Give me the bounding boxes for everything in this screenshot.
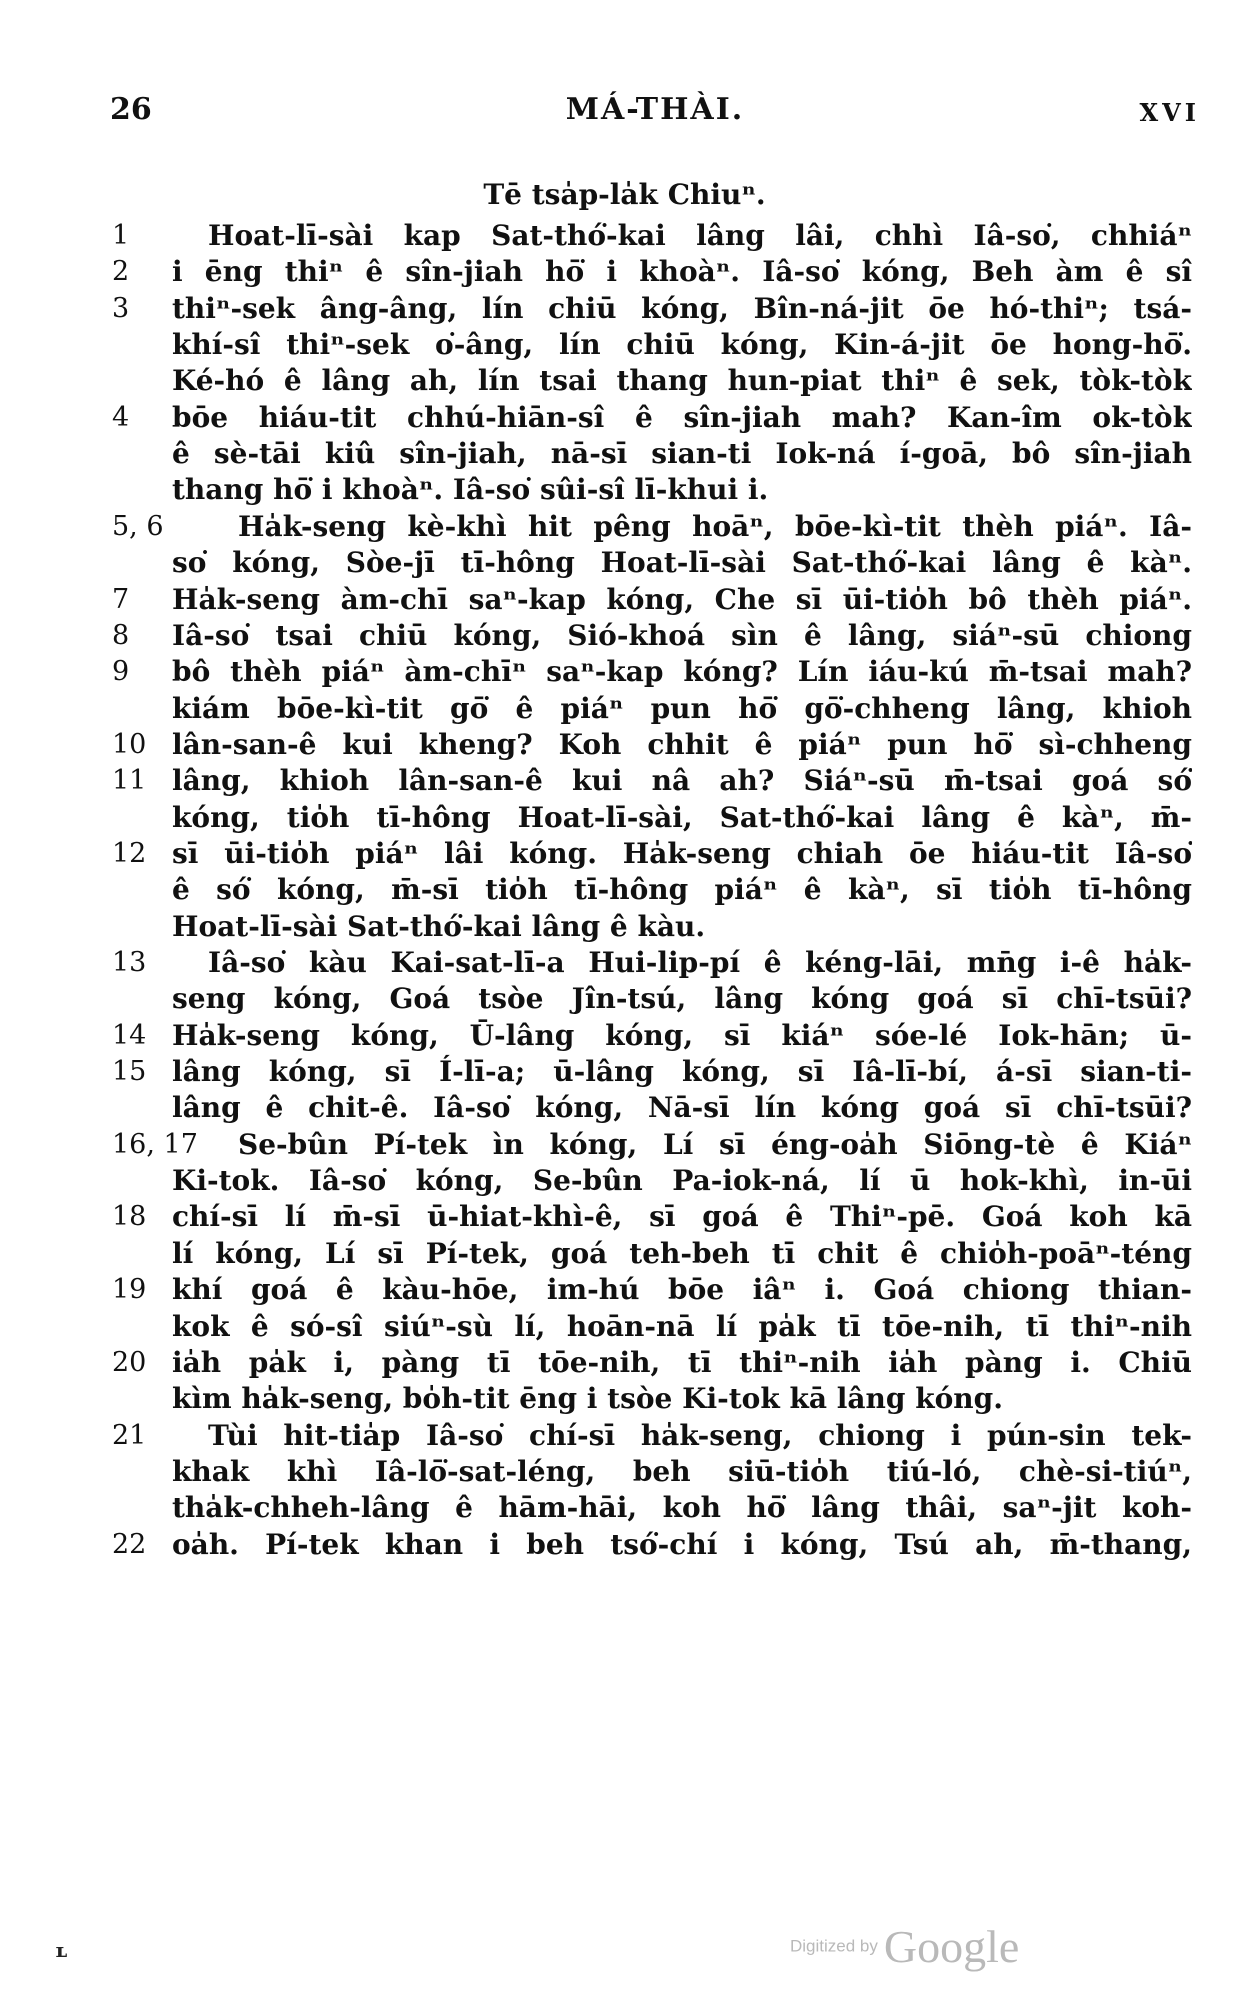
- verse-number: 12: [112, 837, 147, 869]
- verse-number: 11: [112, 765, 147, 797]
- verse-line-text: so͘ kóng, Sòe-jī tī-hông Hoat-lī-sài Sat-thó͘-kai lâng ê kàⁿ.: [172, 546, 1192, 580]
- verse-line-text: Hoat-lī-sài Sat-thó͘-kai lâng ê kàu.: [172, 909, 706, 943]
- page-number: 26: [110, 92, 152, 127]
- verse-line-text: oa̍h. Pí-tek khan i beh tsó͘-chí i kóng, Tsú ah, m̄-thang,: [172, 1527, 1192, 1561]
- verse-line-text: lí kóng, Lí sī Pí-tek, goá teh-beh tī chit ê chio̍h-poāⁿ-téng: [172, 1236, 1192, 1270]
- verse-line-text: Ha̍k-seng kè-khì hit pêng hoāⁿ, bōe-kì-tit thèh piáⁿ. Iâ-: [238, 509, 1192, 543]
- verse-line-text: thiⁿ-sek âng-âng, lín chiū kóng, Bîn-ná-jit ōe hó-thiⁿ; tsá-: [172, 291, 1192, 325]
- verse-line-text: Hoat-lī-sài kap Sat-thó͘-kai lâng lâi, chhì Iâ-so͘, chhiáⁿ: [208, 219, 1192, 252]
- verse-line-text: khí goá ê kàu-hōe, im-hú bōe iâⁿ i. Goá chiong thian-: [172, 1273, 1192, 1307]
- verse-line-text: ê só͘ kóng, m̄-sī tio̍h tī-hông piáⁿ ê kàⁿ, sī tio̍h tī-hông: [172, 873, 1192, 907]
- verse-line-text: kóng, tio̍h tī-hông Hoat-lī-sài, Sat-thó͘-kai lâng ê kàⁿ, m̄-: [172, 800, 1192, 834]
- watermark-prefix: Digitized by: [790, 1936, 878, 1956]
- verse-line-text: Tùi hit-tia̍p Iâ-so͘ chí-sī ha̍k-seng, chiong i pún-sin tek-: [208, 1418, 1192, 1452]
- verse-line-text: kìm ha̍k-seng, bo̍h-tit ēng i tsòe Ki-tok kā lâng kóng.: [172, 1382, 1003, 1416]
- verse-number: 20: [112, 1346, 147, 1378]
- verse-line-text: Iâ-so͘ kàu Kai-sat-lī-a Hui-lip-pí ê kéng-lāi, mn̄g i-ê ha̍k-: [208, 946, 1192, 979]
- verse-number: 19: [112, 1274, 147, 1306]
- verse-number: 2: [112, 256, 130, 288]
- print-speck: ʟ: [55, 1938, 68, 1962]
- verse-number: 21: [112, 1419, 147, 1451]
- verse-line-text: ia̍h pa̍k i, pàng tī tōe-nih, tī thiⁿ-nih ia̍h pàng i. Chiū: [172, 1345, 1192, 1379]
- verse-line-text: chí-sī lí m̄-sī ū-hiat-khì-ê, sī goá ê Thiⁿ-pē. Goá koh kā: [172, 1200, 1192, 1234]
- verse-number: 16, 17: [112, 1128, 198, 1160]
- verse-line-text: Ké-hó ê lâng ah, lín tsai thang hun-piat thiⁿ ê sek, tòk-tòk: [172, 364, 1192, 398]
- verse-line-text: Ki-tok. Iâ-so͘ kóng, Se-bûn Pa-iok-ná, lí ū hok-khì, in-ūi: [172, 1164, 1192, 1198]
- verse-line-text: Iâ-so͘ tsai chiū kóng, Sió-khoá sìn ê lâng, siáⁿ-sū chiong: [172, 618, 1192, 652]
- verse-line-text: kiám bōe-kì-tit gō͘ ê piáⁿ pun hō͘ gō͘-chheng lâng, khioh: [172, 691, 1192, 725]
- verse-line-text: ê sè-tāi kiû sîn-jiah, nā-sī sian-ti Iok-ná í-goā, bô sîn-jiah: [172, 437, 1192, 471]
- verse-number: 8: [112, 619, 130, 651]
- book-title: MÁ-THÀI.: [565, 92, 745, 127]
- verse-line-text: tha̍k-chheh-lâng ê hām-hāi, koh hō͘ lâng thâi, saⁿ-jit koh-: [172, 1491, 1192, 1525]
- verse-number: 7: [112, 583, 130, 615]
- verse-number: 14: [112, 1019, 147, 1051]
- verse-line-text: Se-bûn Pí-tek ìn kóng, Lí sī éng-oa̍h Siōng-tè ê Kiáⁿ: [238, 1127, 1192, 1161]
- verse-line-text: Ha̍k-seng kóng, Ū-lâng kóng, sī kiáⁿ sóe-lé Iok-hān; ū-: [172, 1018, 1192, 1052]
- verse-line-text: lân-san-ê kui kheng? Koh chhit ê piáⁿ pun hō͘ sì-chheng: [172, 727, 1192, 761]
- digitization-watermark: [790, 1920, 1019, 1973]
- verse-number: 13: [112, 947, 147, 978]
- verse-number: 10: [112, 728, 147, 760]
- verse-line-text: thang hō͘ i khoàⁿ. Iâ-so͘ sûi-sî lī-khui i.: [172, 473, 769, 507]
- verse-number: 5, 6: [112, 510, 164, 542]
- verse-line-text: lâng, khioh lân-san-ê kui nâ ah? Siáⁿ-sū m̄-tsai goá só͘: [172, 764, 1192, 798]
- verse-number: 1: [112, 220, 130, 251]
- verse-line-text: khak khì Iâ-lō͘-sat-léng, beh siū-tio̍h tiú-ló, chè-si-tiúⁿ,: [172, 1454, 1192, 1488]
- verse-line-text: khí-sî thiⁿ-sek o͘-âng, lín chiū kóng, Kin-á-jit ōe hong-hō͘.: [172, 328, 1192, 362]
- verse-line-text: seng kóng, Goá tsòe Jîn-tsú, lâng kóng goá sī chī-tsūi?: [172, 982, 1192, 1016]
- verse-line-text: sī ūi-tio̍h piáⁿ lâi kóng. Ha̍k-seng chiah ōe hiáu-tit Iâ-so͘: [172, 836, 1192, 870]
- watermark-brand: Google: [883, 1921, 1020, 1972]
- verse-line-text: lâng ê chit-ê. Iâ-so͘ kóng, Nā-sī lín kóng goá sī chī-tsūi?: [172, 1091, 1192, 1125]
- running-head: [110, 92, 1200, 132]
- verse-number: 15: [112, 1056, 147, 1088]
- verse-number: 4: [112, 401, 130, 433]
- text-line: [0, 1523, 1249, 1567]
- verse-line-text: bô thèh piáⁿ àm-chīⁿ saⁿ-kap kóng? Lín iáu-kú m̄-tsai mah?: [172, 655, 1192, 689]
- verse-number: 3: [112, 292, 130, 324]
- verse-number: 22: [112, 1528, 147, 1560]
- verse-line-text: Ha̍k-seng àm-chī saⁿ-kap kóng, Che sī ūi-tio̍h bô thèh piáⁿ.: [172, 582, 1192, 616]
- verse-line-text: i ēng thiⁿ ê sîn-jiah hō͘ i khoàⁿ. Iâ-so͘ kóng, Beh àm ê sî: [172, 255, 1192, 289]
- verse-line-text: lâng kóng, sī Í-lī-a; ū-lâng kóng, sī Iâ-lī-bí, á-sī sian-ti-: [172, 1055, 1192, 1089]
- chapter-heading: Tē tsa̍p-la̍k Chiuⁿ.: [483, 178, 766, 211]
- verse-line-text: kok ê só-sî siúⁿ-sù lí, hoān-nā lí pa̍k tī tōe-nih, tī thiⁿ-nih: [172, 1309, 1192, 1343]
- verse-number: 18: [112, 1201, 147, 1233]
- verse-line-text: bōe hiáu-tit chhú-hiān-sî ê sîn-jiah mah? Kan-îm ok-tòk: [172, 400, 1192, 434]
- chapter-number: XVI: [1139, 98, 1200, 127]
- verse-number: 9: [112, 656, 130, 688]
